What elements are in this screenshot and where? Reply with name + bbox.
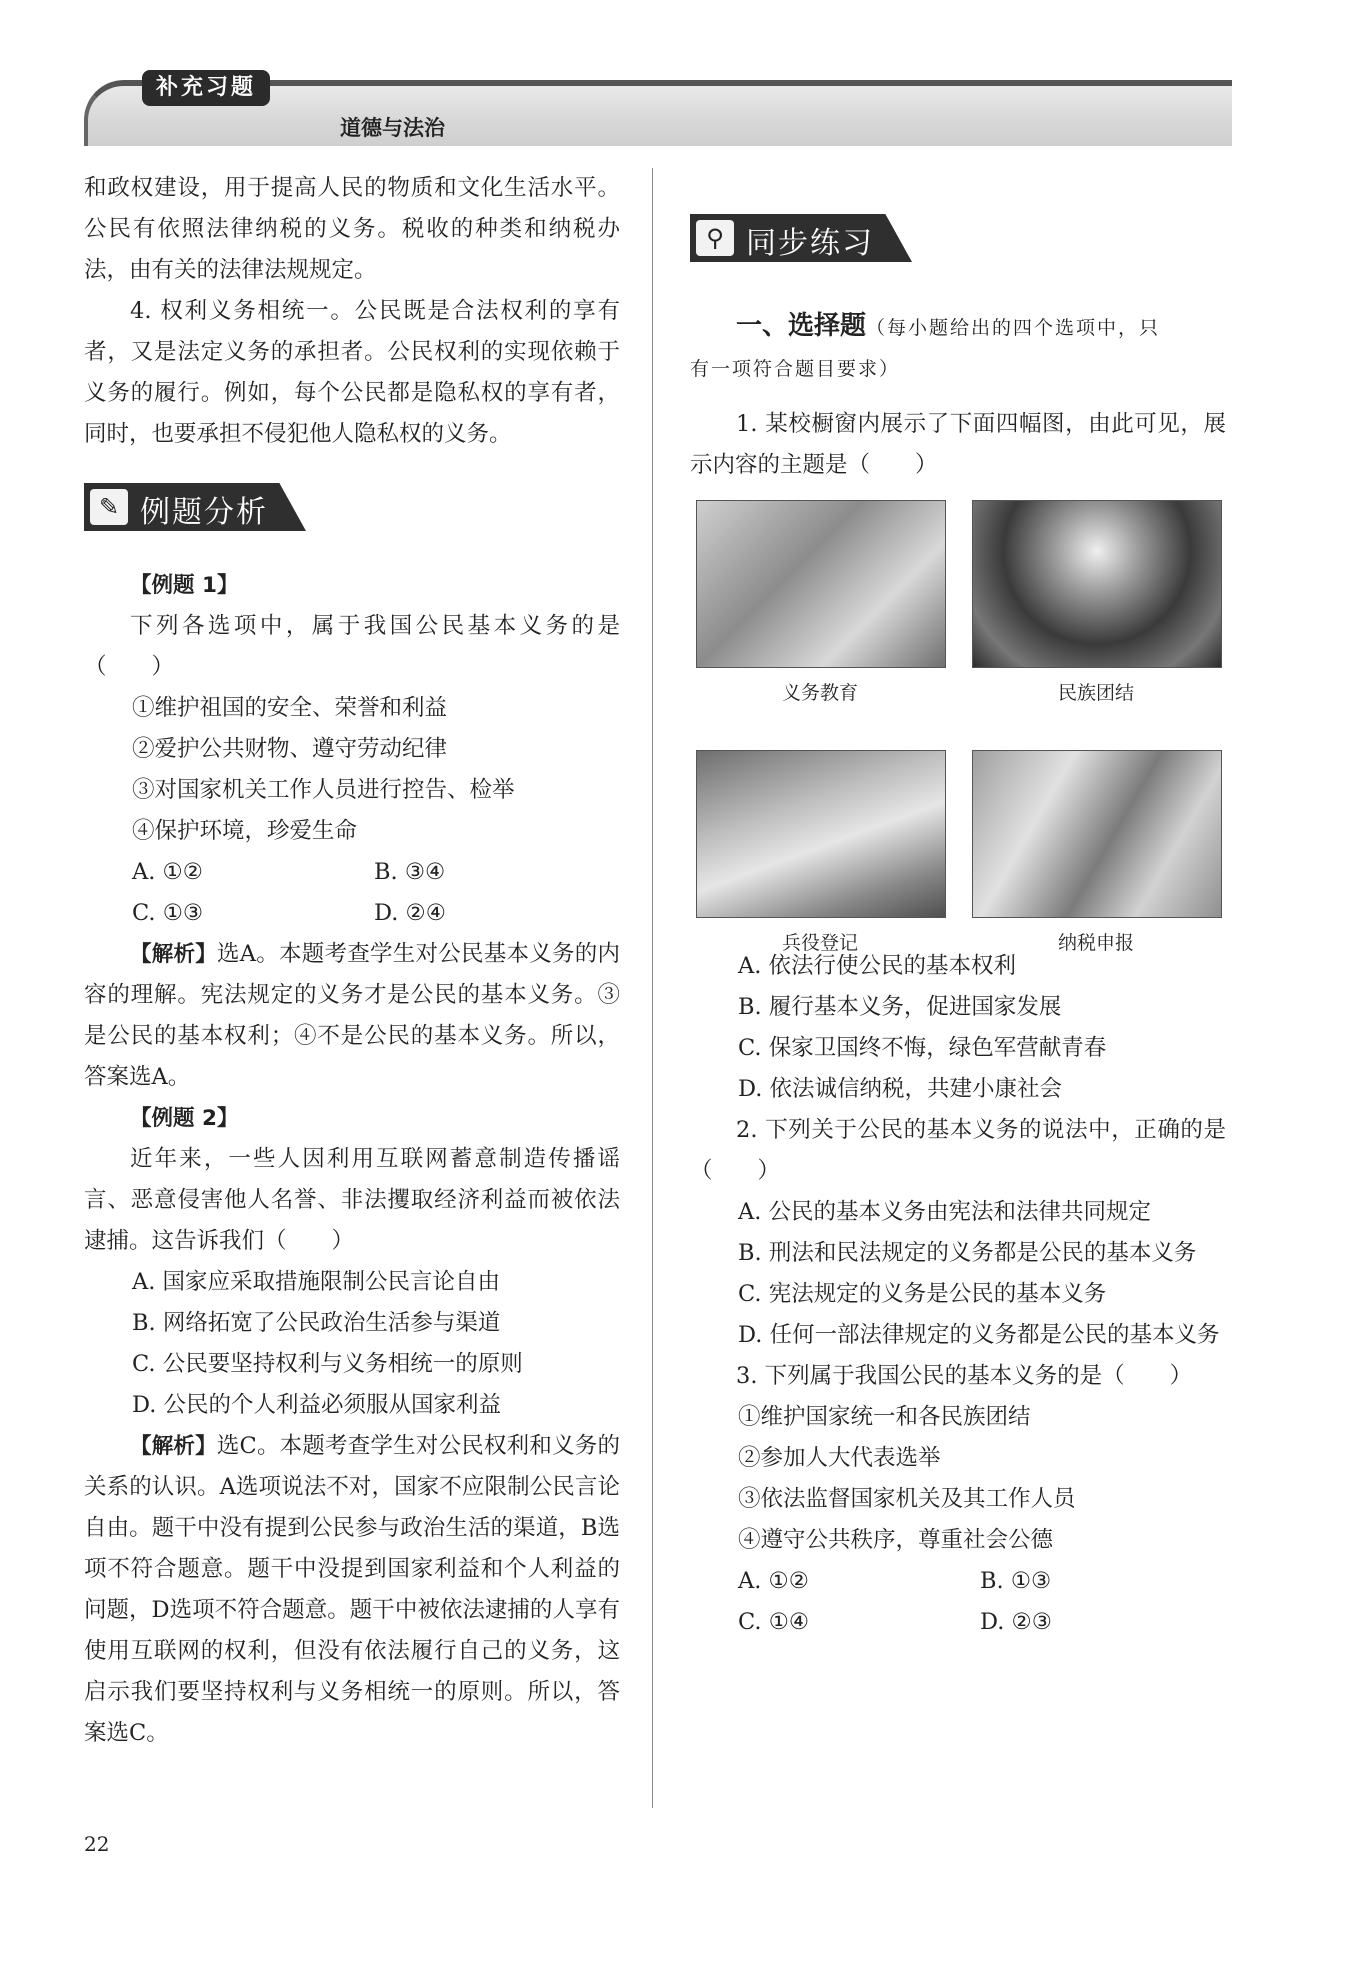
photo-military-registration <box>696 750 946 918</box>
left-column <box>84 168 620 1754</box>
analysis-label: 【解析】 <box>130 1434 217 1459</box>
question-1-option: C. 保家卫国终不悔，绿色军营献青春 <box>738 1035 1107 1061</box>
example-2-option: A. 国家应采取措施限制公民言论自由 <box>132 1269 501 1295</box>
photo-caption: 义务教育 <box>781 682 858 704</box>
photo-ethnic-unity <box>972 500 1222 668</box>
example-2-analysis <box>84 1426 620 1754</box>
example-1-item: ①维护祖国的安全、荣誉和利益 <box>132 695 448 721</box>
column-divider <box>652 168 653 1808</box>
question-3-choice: C. ①④ <box>738 1609 810 1635</box>
question-1-option: A. 依法行使公民的基本权利 <box>738 953 1017 979</box>
intro-paragraph: 4. 权利义务相统一。公民既是合法权利的享有者，又是法定义务的承担者。公民权利的实现依赖于义务的履行。例如，每个公民都是隐私权的享有者，同时，也要承担不侵犯他人隐私权的义务。 <box>84 298 620 447</box>
analysis-text: 选C。本题考查学生对公民权利和义务的关系的认识。A选项说法不对，国家不应限制公民言论自由。题干中没有提到公民参与政治生活的渠道，B选项不符合题意。题干中没提到国家利益和个人利益的问题，D选项不符合题意。题干中被依法逮捕的人享有使用互联网的权利，但没有依法履行自己的义务，这启示我们要坚持权利与义务相统一的原则。所以，答案选C。 <box>84 1433 620 1746</box>
paperclip-icon: ⚲ <box>696 220 734 256</box>
right-column <box>690 168 1226 1643</box>
analysis-text: 选A。本题考查学生对公民基本义务的内容的理解。宪法规定的义务才是公民的基本义务。③是公民的基本权利；④不是公民的基本义务。所以，答案选A。 <box>84 941 620 1090</box>
example-1-choice: B. ③④ <box>374 859 446 885</box>
example-1-choice: C. ①③ <box>132 900 204 926</box>
header-tag: 补充习题 <box>142 70 270 106</box>
example-1-stem: 下列各选项中，属于我国公民基本义务的是（ ） <box>84 613 620 680</box>
example-2-option: B. 网络拓宽了公民政治生活参与渠道 <box>132 1310 501 1336</box>
example-2-option: D. 公民的个人利益必须服从国家利益 <box>132 1392 502 1418</box>
example-1-item: ③对国家机关工作人员进行控告、检举 <box>132 777 515 803</box>
example-1-choice: D. ②④ <box>374 900 446 926</box>
part-note: （每小题给出的四个选项中，只 <box>866 317 1161 339</box>
pencil-icon: ✎ <box>90 489 128 525</box>
example-1-choice: A. ①② <box>132 859 203 885</box>
part-title <box>690 306 1226 349</box>
example-1-item: ②爱护公共财物、遵守劳动纪律 <box>132 736 448 762</box>
page-header <box>84 70 1228 142</box>
question-1-photos <box>690 500 1226 954</box>
photo-caption: 民族团结 <box>1057 682 1134 704</box>
question-3-item: ②参加人大代表选举 <box>738 1445 941 1471</box>
example-2-stem: 近年来，一些人因利用互联网蓄意制造传播谣言、恶意侵害他人名誉、非法攫取经济利益而被依法逮捕。这告诉我们（ ） <box>84 1146 620 1254</box>
example-1-analysis <box>84 934 620 1098</box>
example-2-heading: 【例题 2】 <box>130 1106 239 1131</box>
example-1-choices-row <box>84 893 620 934</box>
question-3-choice: D. ②③ <box>980 1609 1052 1635</box>
example-1-heading: 【例题 1】 <box>130 573 239 598</box>
question-2-stem: 2. 下列关于公民的基本义务的说法中，正确的是（ ） <box>690 1117 1226 1184</box>
question-3-choices-row <box>690 1561 1226 1602</box>
section-heading-practice <box>690 214 1226 266</box>
question-3-choice: A. ①② <box>738 1568 809 1594</box>
question-2-option: B. 刑法和民法规定的义务都是公民的基本义务 <box>738 1240 1197 1266</box>
question-2-option: D. 任何一部法律规定的义务都是公民的基本义务 <box>738 1322 1220 1348</box>
question-3-item: ③依法监督国家机关及其工作人员 <box>738 1486 1076 1512</box>
photo-tax-declaration <box>972 750 1222 918</box>
question-2-option: A. 公民的基本义务由宪法和法律共同规定 <box>738 1199 1152 1225</box>
question-2-option: C. 宪法规定的义务是公民的基本义务 <box>738 1281 1107 1307</box>
example-1-choices-row <box>84 852 620 893</box>
photo-caption: 兵役登记 <box>781 932 858 954</box>
analysis-label: 【解析】 <box>130 942 217 967</box>
section-heading-text: 例题分析 <box>140 495 268 530</box>
part-note-continued: 有一项符合题目要求） <box>690 358 901 380</box>
question-1-option: D. 依法诚信纳税，共建小康社会 <box>738 1076 1063 1102</box>
page-number: 22 <box>84 1832 110 1856</box>
question-3-item: ④遵守公共秩序，尊重社会公德 <box>738 1527 1054 1553</box>
section-heading-text: 同步练习 <box>746 226 874 261</box>
question-1-stem: 1. 某校橱窗内展示了下面四幅图，由此可见，展示内容的主题是（ ） <box>690 411 1226 478</box>
example-1-item: ④保护环境，珍爱生命 <box>132 818 358 844</box>
question-3-choices-row <box>690 1602 1226 1643</box>
photo-compulsory-education <box>696 500 946 668</box>
section-heading-examples <box>84 483 620 535</box>
intro-paragraph: 和政权建设，用于提高人民的物质和文化生活水平。公民有依照法律纳税的义务。税收的种类和纳税办法，由有关的法律法规规定。 <box>84 175 620 283</box>
question-3-item: ①维护国家统一和各民族团结 <box>738 1404 1031 1430</box>
part-title-text: 一、选择题 <box>736 311 867 341</box>
header-subject: 道德与法治 <box>340 116 445 140</box>
question-3-stem: 3. 下列属于我国公民的基本义务的是（ ） <box>736 1363 1193 1389</box>
photo-caption: 纳税申报 <box>1057 932 1134 954</box>
example-2-option: C. 公民要坚持权利与义务相统一的原则 <box>132 1351 523 1377</box>
question-1-option: B. 履行基本义务，促进国家发展 <box>738 994 1062 1020</box>
question-3-choice: B. ①③ <box>980 1568 1052 1594</box>
